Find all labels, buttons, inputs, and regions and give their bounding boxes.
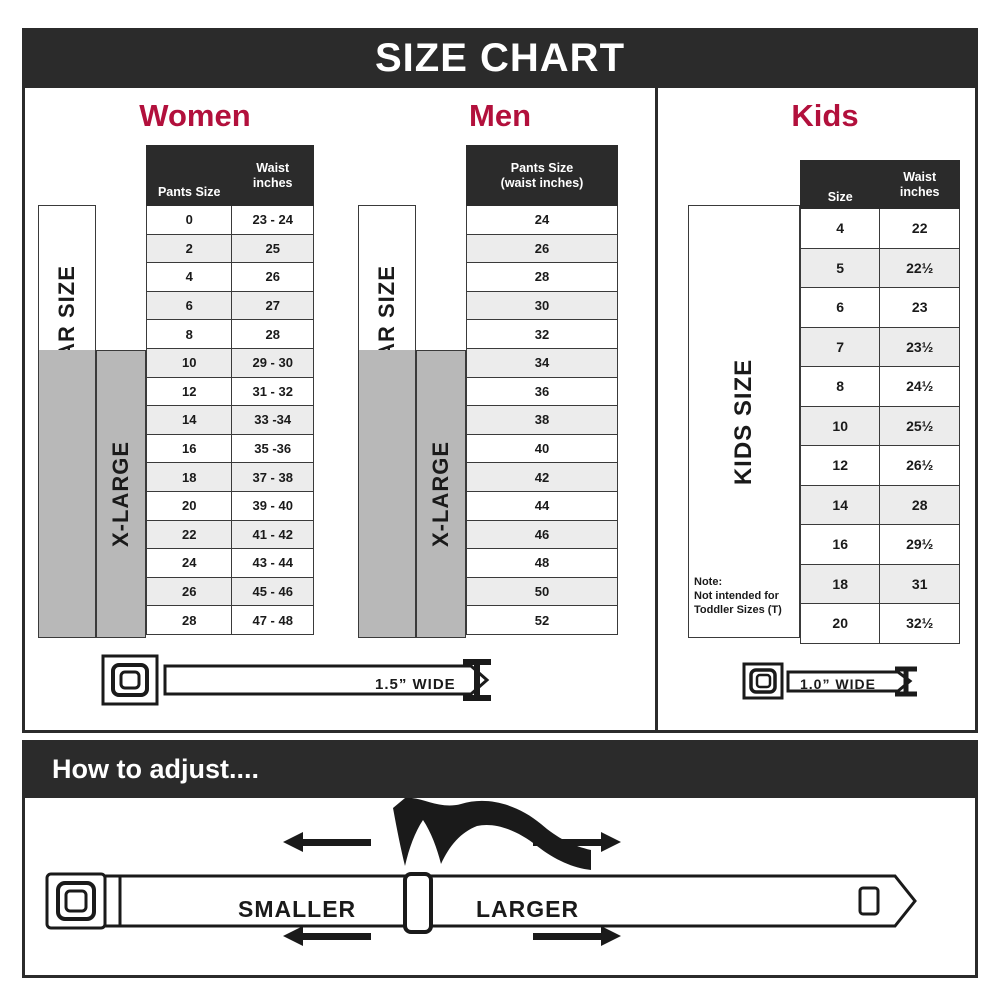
column-header: Pants Size (waist inches) — [467, 146, 618, 206]
howto-heading: How to adjust.... — [52, 753, 259, 784]
table-cell: 34 — [467, 348, 618, 377]
table-cell: 46 — [467, 520, 618, 549]
table-cell: 22 — [880, 209, 960, 249]
table-cell: 23 - 24 — [232, 206, 314, 235]
table-row — [147, 206, 314, 235]
table-row — [147, 491, 314, 520]
table-cell: 7 — [801, 327, 880, 367]
table-cell: 4 — [147, 263, 232, 292]
table-cell: 24½ — [880, 367, 960, 407]
table-cell: 27 — [232, 291, 314, 320]
column-header: Pants Size — [147, 146, 232, 206]
men-xlarge-label: X-LARGE — [416, 350, 466, 638]
table-cell: 26 — [467, 234, 618, 263]
table-row — [801, 406, 960, 446]
table-row — [467, 463, 618, 492]
section-heading-kids: Kids — [791, 98, 859, 133]
table-cell: 32 — [467, 320, 618, 349]
table-cell: 30 — [467, 291, 618, 320]
table-cell: 18 — [147, 463, 232, 492]
panel-divider — [655, 88, 658, 730]
table-row — [147, 434, 314, 463]
table-cell: 33 -34 — [232, 406, 314, 435]
table-cell: 23 — [880, 288, 960, 328]
table-cell: 45 - 46 — [232, 577, 314, 606]
table-cell: 18 — [801, 564, 880, 604]
table-row — [467, 206, 618, 235]
table-cell: 36 — [467, 377, 618, 406]
table-row — [147, 291, 314, 320]
table-row — [467, 434, 618, 463]
table-row — [147, 463, 314, 492]
table-row — [467, 377, 618, 406]
table-row — [801, 525, 960, 565]
table-cell: 42 — [467, 463, 618, 492]
table-row — [147, 348, 314, 377]
table-row — [801, 248, 960, 288]
adult-belt-diagram — [95, 648, 535, 710]
table-row — [801, 564, 960, 604]
women-xlarge-label: X-LARGE — [96, 350, 146, 638]
kids-size-table — [800, 160, 960, 644]
table-row — [147, 234, 314, 263]
table-cell: 28 — [467, 263, 618, 292]
table-header-row — [467, 146, 618, 206]
table-row — [467, 291, 618, 320]
table-row — [467, 491, 618, 520]
table-row — [467, 406, 618, 435]
table-row — [801, 604, 960, 644]
table-row — [467, 549, 618, 578]
table-row — [801, 209, 960, 249]
table-cell: 26½ — [880, 446, 960, 486]
table-cell: 5 — [801, 248, 880, 288]
table-cell: 24 — [467, 206, 618, 235]
adjust-larger-label: LARGER — [476, 896, 580, 922]
table-row — [147, 606, 314, 635]
table-row — [147, 263, 314, 292]
column-header: Waist inches — [880, 161, 960, 209]
column-header: Size — [801, 161, 880, 209]
table-cell: 32½ — [880, 604, 960, 644]
table-cell: 44 — [467, 491, 618, 520]
howto-belt-diagram — [25, 798, 975, 974]
table-cell: 22½ — [880, 248, 960, 288]
table-cell: 8 — [147, 320, 232, 349]
table-cell: 26 — [232, 263, 314, 292]
table-cell: 26 — [147, 577, 232, 606]
table-cell: 8 — [801, 367, 880, 407]
table-row — [467, 577, 618, 606]
table-row — [801, 485, 960, 525]
page-title: SIZE CHART — [375, 35, 625, 80]
table-cell: 10 — [801, 406, 880, 446]
table-cell: 6 — [801, 288, 880, 328]
table-row — [147, 320, 314, 349]
men-xlarge-band-left — [358, 350, 416, 638]
table-row — [801, 367, 960, 407]
table-row — [467, 606, 618, 635]
section-heading-men: Men — [469, 98, 531, 133]
table-cell: 24 — [147, 549, 232, 578]
table-row — [467, 520, 618, 549]
table-row — [467, 263, 618, 292]
table-cell: 50 — [467, 577, 618, 606]
table-cell: 38 — [467, 406, 618, 435]
table-header-row — [147, 146, 314, 206]
table-header-row — [801, 161, 960, 209]
adjust-smaller-label: SMALLER — [238, 896, 357, 922]
table-row — [467, 348, 618, 377]
women-xlarge-band-left — [38, 350, 96, 638]
table-cell: 20 — [801, 604, 880, 644]
men-size-table — [466, 145, 618, 635]
table-row — [147, 549, 314, 578]
table-row — [801, 288, 960, 328]
table-cell: 35 -36 — [232, 434, 314, 463]
table-cell: 10 — [147, 348, 232, 377]
table-cell: 47 - 48 — [232, 606, 314, 635]
table-cell: 25 — [232, 234, 314, 263]
table-row — [147, 406, 314, 435]
table-cell: 31 — [880, 564, 960, 604]
table-row — [801, 446, 960, 486]
table-cell: 6 — [147, 291, 232, 320]
column-header: Waist inches — [232, 146, 314, 206]
women-size-table — [146, 145, 314, 635]
kids-size-label: KIDS SIZE — [688, 205, 800, 638]
table-cell: 29½ — [880, 525, 960, 565]
table-cell: 12 — [147, 377, 232, 406]
adult-belt-width-label: 1.5” WIDE — [375, 676, 456, 693]
table-cell: 2 — [147, 234, 232, 263]
table-cell: 12 — [801, 446, 880, 486]
kids-belt-width-label: 1.0” WIDE — [800, 676, 876, 692]
table-cell: 39 - 40 — [232, 491, 314, 520]
kids-note: Note: Not intended for Toddler Sizes (T) — [694, 576, 782, 616]
table-row — [801, 327, 960, 367]
table-row — [467, 320, 618, 349]
table-cell: 28 — [232, 320, 314, 349]
table-cell: 0 — [147, 206, 232, 235]
table-cell: 20 — [147, 491, 232, 520]
table-cell: 43 - 44 — [232, 549, 314, 578]
table-cell: 14 — [801, 485, 880, 525]
table-cell: 48 — [467, 549, 618, 578]
table-cell: 29 - 30 — [232, 348, 314, 377]
table-cell: 40 — [467, 434, 618, 463]
table-row — [147, 577, 314, 606]
table-cell: 16 — [147, 434, 232, 463]
table-cell: 41 - 42 — [232, 520, 314, 549]
table-cell: 4 — [801, 209, 880, 249]
howto-bar — [22, 740, 978, 798]
table-cell: 28 — [880, 485, 960, 525]
table-cell: 16 — [801, 525, 880, 565]
table-row — [147, 520, 314, 549]
table-cell: 28 — [147, 606, 232, 635]
table-cell: 22 — [147, 520, 232, 549]
title-bar — [22, 28, 978, 88]
howto-panel — [22, 798, 978, 978]
table-row — [147, 377, 314, 406]
section-heading-women: Women — [139, 98, 251, 133]
table-cell: 37 - 38 — [232, 463, 314, 492]
table-cell: 14 — [147, 406, 232, 435]
table-cell: 25½ — [880, 406, 960, 446]
table-row — [467, 234, 618, 263]
table-cell: 52 — [467, 606, 618, 635]
table-cell: 23½ — [880, 327, 960, 367]
table-cell: 31 - 32 — [232, 377, 314, 406]
